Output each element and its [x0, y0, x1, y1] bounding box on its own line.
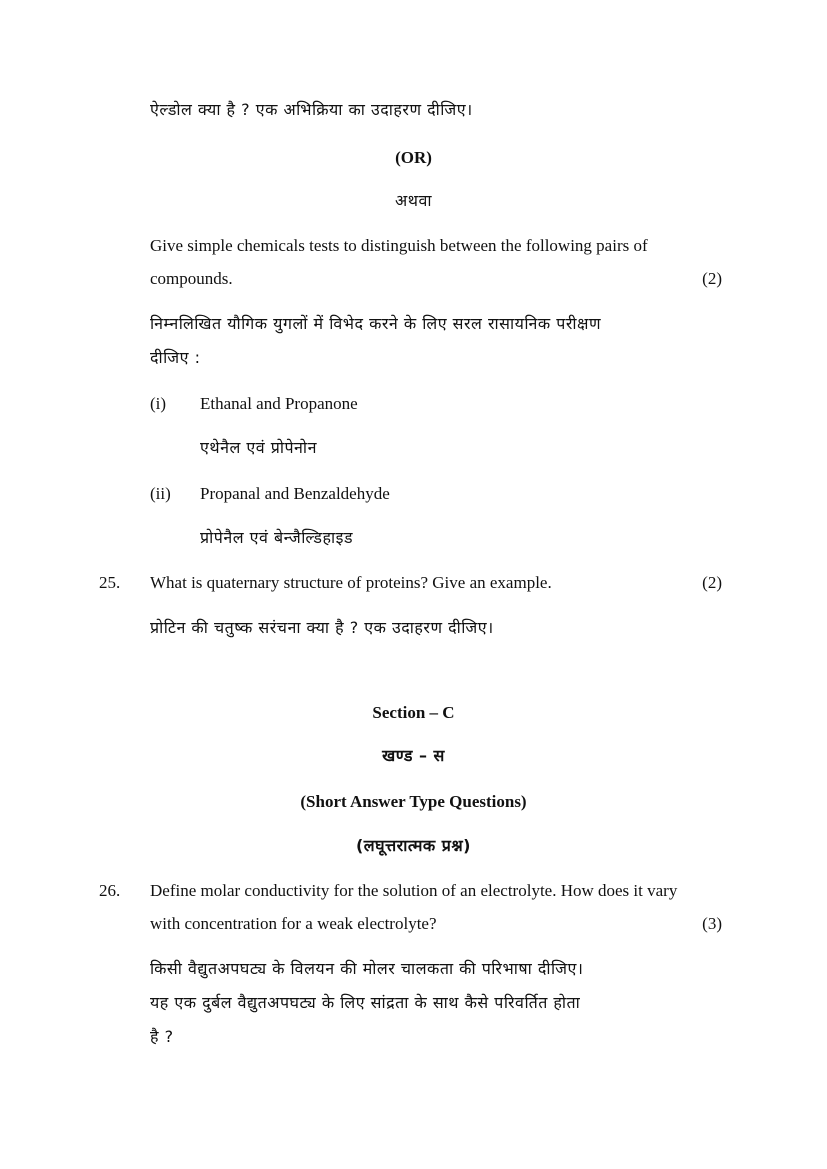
- question-26-english-line-1: Define molar conductivity for the solution of an electrolyte. How does it vary: [150, 881, 678, 900]
- alt-question-marks: (2): [702, 269, 722, 288]
- alt-question-hindi-line-1: निम्नलिखित यौगिक युगलों में विभेद करने के लिए सरल रासायनिक परीक्षण: [150, 314, 602, 333]
- section-subtitle: (Short Answer Type Questions): [300, 792, 527, 811]
- question-26-english-line-2: with concentration for a weak electrolyte?: [150, 914, 437, 933]
- item-hindi: एथेनैल एवं प्रोपेनोन: [200, 438, 317, 457]
- question-26-marks: (3): [702, 914, 722, 933]
- question-26-hindi-line-2: यह एक दुर्बल वैद्युतअपघट्य के लिए सांद्रता के साथ कैसे परिवर्तित होता: [150, 993, 581, 1012]
- alt-question-line-2: compounds.: [150, 269, 233, 288]
- question-number: 25.: [99, 573, 121, 592]
- item-number: (ii): [150, 484, 171, 503]
- section-subtitle-hindi: (लघूत्तरात्मक प्रश्न): [355, 836, 471, 855]
- section-title: Section – C: [372, 703, 455, 722]
- question-26-hindi-line-1: किसी वैद्युतअपघट्य के विलयन की मोलर चालकता की परिभाषा दीजिए।: [150, 959, 584, 978]
- question-number: 26.: [99, 881, 121, 900]
- question-25-marks: (2): [702, 573, 722, 592]
- item-english: Ethanal and Propanone: [200, 394, 358, 413]
- item-hindi: प्रोपेनैल एवं बेन्जैल्डिहाइड: [200, 528, 354, 547]
- item-english: Propanal and Benzaldehyde: [200, 484, 390, 503]
- or-label-hindi: अथवा: [395, 191, 432, 210]
- question-26-hindi-line-3: है ?: [150, 1027, 174, 1046]
- alt-question-line-1: Give simple chemicals tests to distinguish between the following pairs of: [150, 236, 648, 255]
- or-label: (OR): [395, 148, 432, 167]
- question-25-english: What is quaternary structure of proteins? Give an example.: [150, 573, 552, 592]
- question-25-hindi: प्रोटिन की चतुष्क सरंचना क्या है ? एक उदाहरण दीजिए।: [150, 618, 494, 637]
- prev-question-hindi: ऐल्डोल क्या है ? एक अभिक्रिया का उदाहरण दीजिए।: [150, 100, 473, 119]
- item-number: (i): [150, 394, 167, 413]
- alt-question-hindi-line-2: दीजिए :: [150, 348, 201, 367]
- section-title-hindi: खण्ड – स: [382, 746, 445, 765]
